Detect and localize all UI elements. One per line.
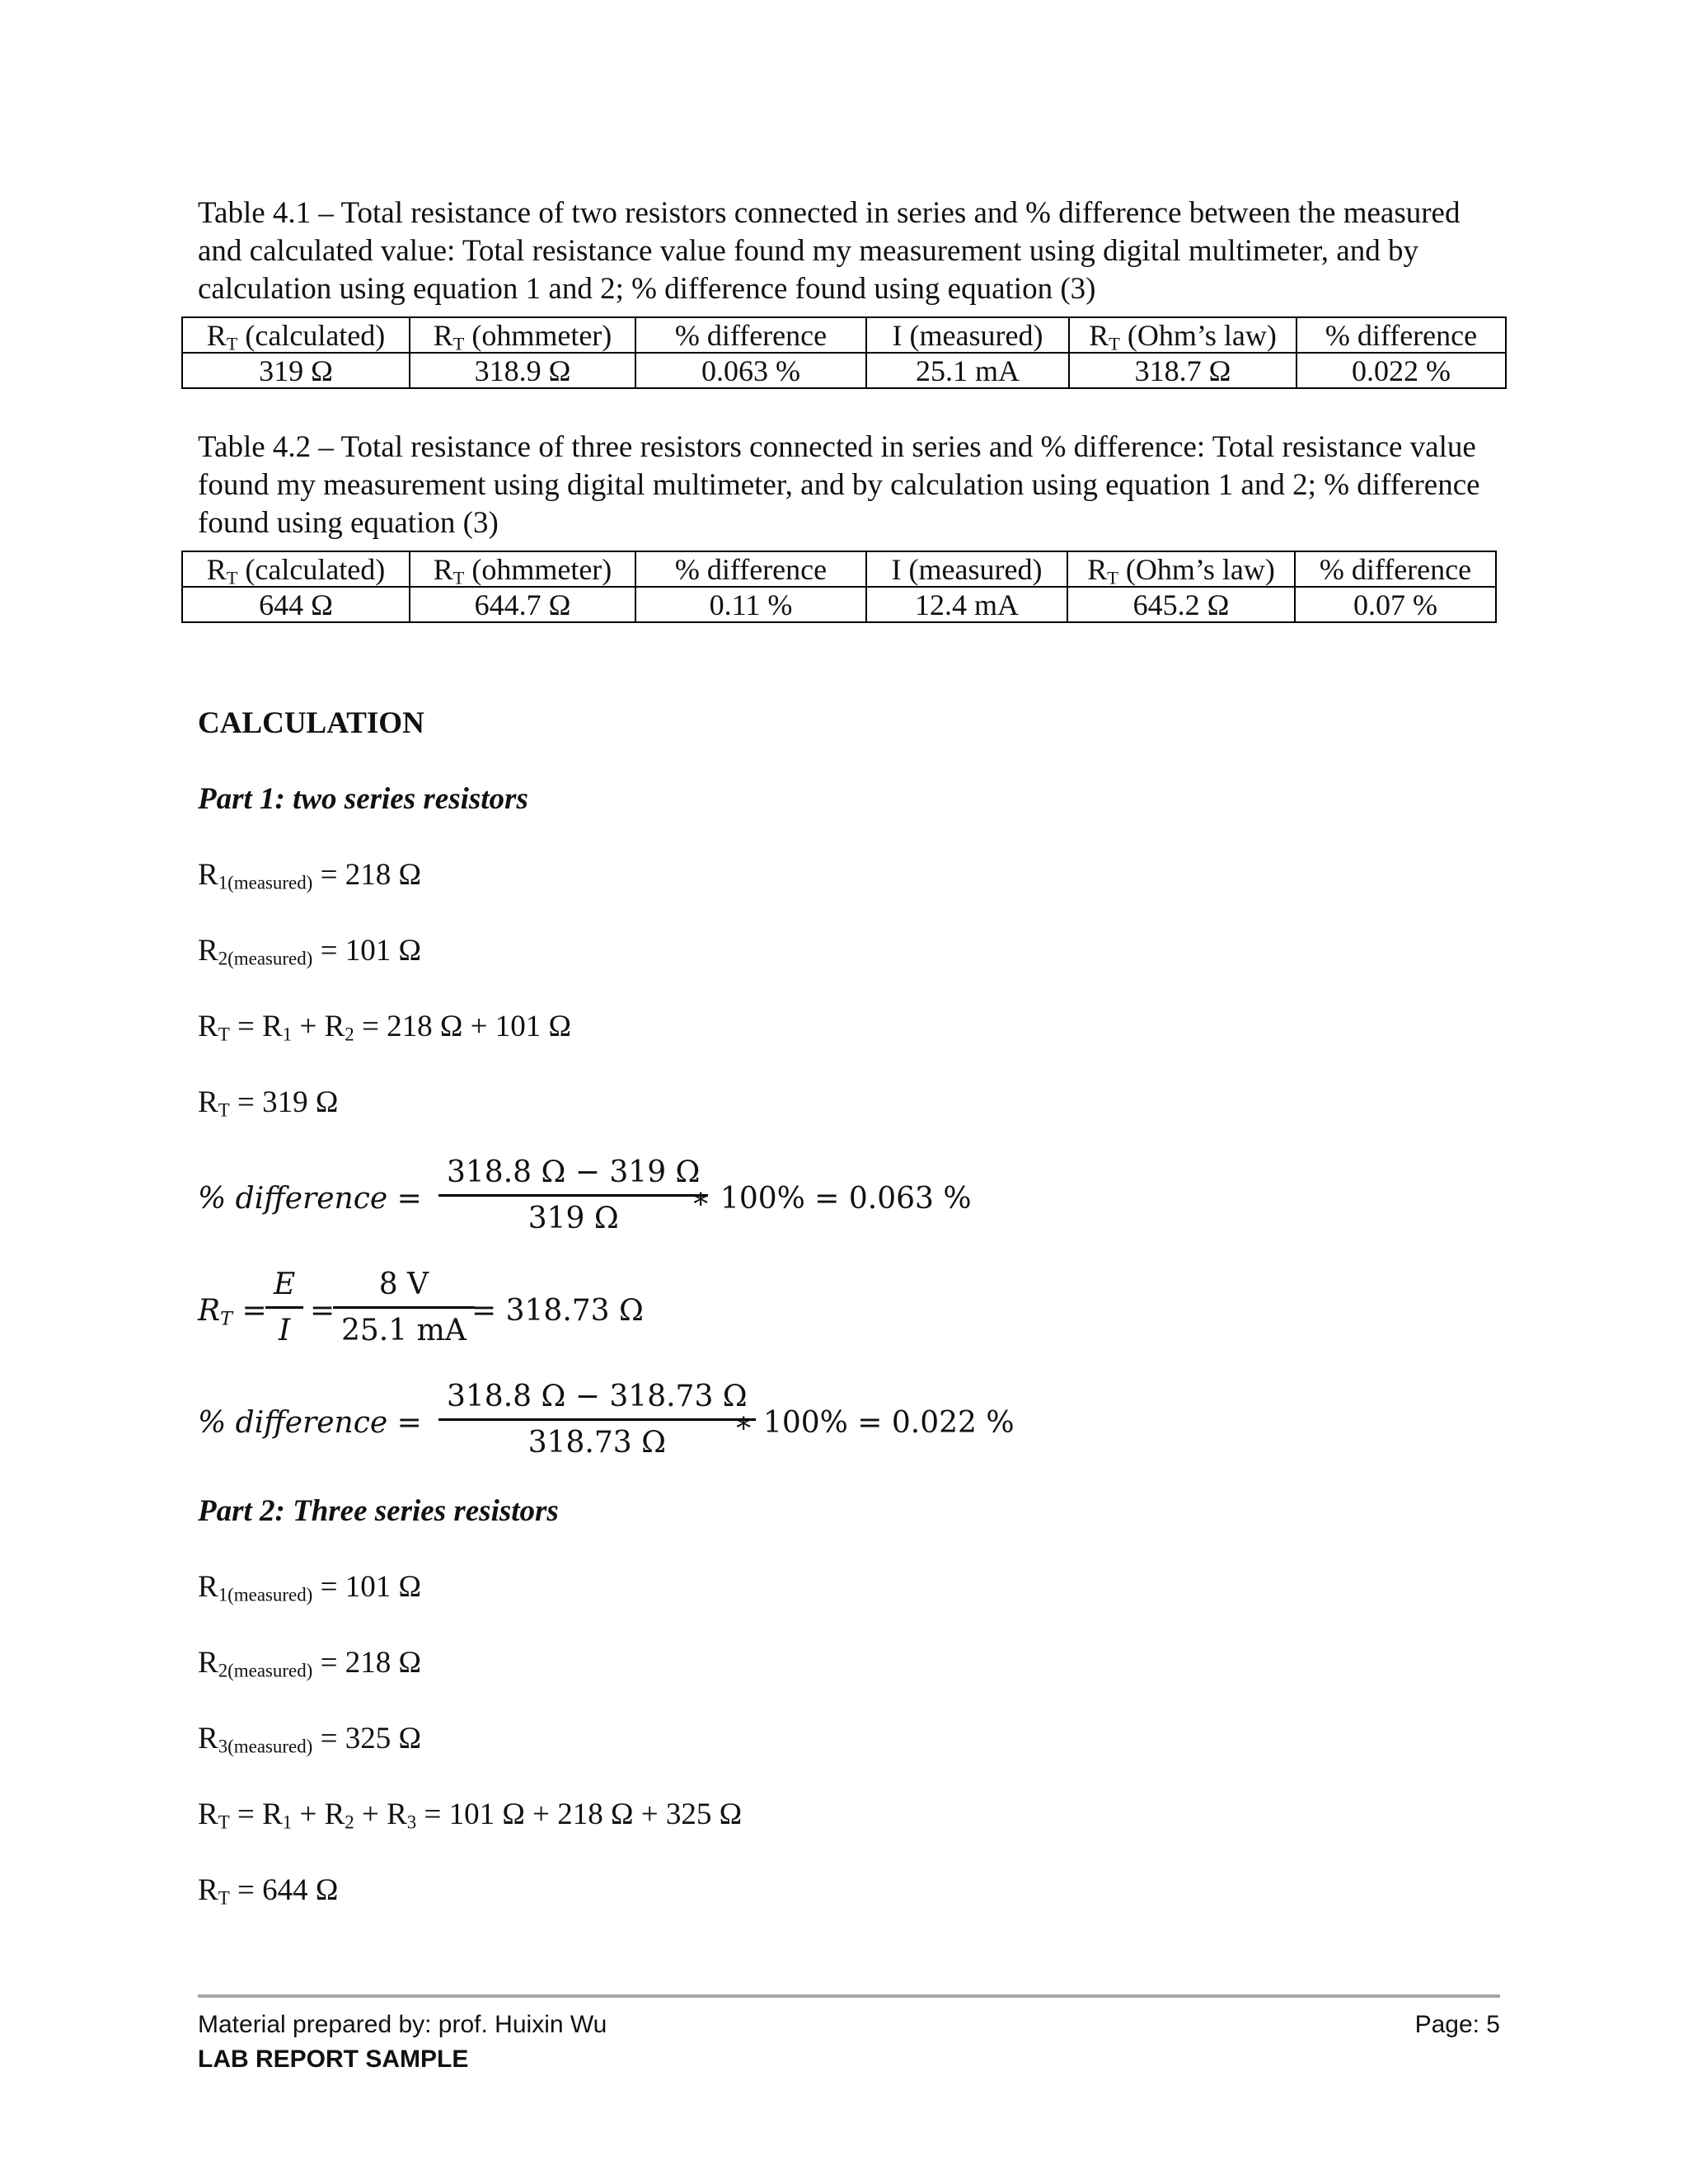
table1-caption: Table 4.1 – Total resistance of two resistors connected in series and % difference between the measured and calculated value: Total resistance value found my measurement using digital multimeter, and by calculation using equation 1 and 2; % difference found using equation (3) <box>198 196 1461 306</box>
footer-report-title: LAB REPORT SAMPLE <box>198 2046 469 2073</box>
diff1-fraction <box>438 1155 708 1235</box>
diff2-label: % difference = <box>198 1406 422 1440</box>
part2-r1-line: $R_{1(measured)} = 101$ Ω <box>198 1570 421 1605</box>
table1-header-cell: % difference <box>1296 317 1506 353</box>
table1-cell: 319 Ω <box>182 353 410 388</box>
calculation-heading: CALCULATION <box>198 706 424 740</box>
table1-cell: 318.9 Ω <box>410 353 635 388</box>
table2-cell: 644 Ω <box>182 587 410 622</box>
diff2-numerator: 318.8 Ω − 318.73 Ω <box>447 1380 748 1413</box>
part1-sum-line: $R_T = R_1 + R_2 = 218$ Ω + 101 Ω <box>198 1010 571 1045</box>
part2-r3-line: $R_{3(measured)} = 325$ Ω <box>198 1722 421 1757</box>
table1-header-cell: $R_T$ (calculated) <box>182 317 410 353</box>
part2-r2-line: $R_{2(measured)} = 218$ Ω <box>198 1646 421 1681</box>
ohm-fraction-symbolic: $\frac{E}{I}$ <box>265 1268 303 1347</box>
table2-cell: 644.7 Ω <box>410 587 635 622</box>
diff1-denominator: 319 Ω <box>438 1194 708 1235</box>
ohm-rt-label: $R_T$ = <box>198 1294 267 1330</box>
diff1-result: ∗ 100% = 0.063 % <box>691 1182 972 1216</box>
table2-cell: 0.07 % <box>1295 587 1496 622</box>
ohm-result: = 318.73 Ω <box>471 1294 644 1328</box>
part1-r1-line: $R_{1(measured)} = 218$ Ω <box>198 858 421 893</box>
ohm-fraction-numeric: $\frac{8 V}{25.1 mA}$ <box>333 1268 475 1347</box>
table2-value-row <box>182 587 1496 622</box>
table2-cell: 0.11 % <box>635 587 866 622</box>
part2-sum-line: $R_T = R_1 + R_2 + R_3 = 101$ Ω + 218 Ω + 325 Ω <box>198 1797 743 1833</box>
table1-cell: 0.022 % <box>1296 353 1506 388</box>
table1-header-row <box>182 317 1506 353</box>
table2-header-row <box>182 551 1496 587</box>
table2-caption: Table 4.2 – Total resistance of three resistors connected in series and % difference: Total resistance value found my measurement using digital multimeter, and by calculation using equation 1 and 2; % difference found using equation (3) <box>198 430 1480 540</box>
table2-header-cell: I (measured) <box>866 551 1067 587</box>
table1-header-cell: % difference <box>635 317 866 353</box>
table2-header-cell: $R_T$ (Ohm’s law) <box>1067 551 1295 587</box>
diff1-label: % difference = <box>198 1182 422 1216</box>
diff2-denominator: 318.73 Ω <box>438 1418 756 1460</box>
part1-r2-line: $R_{2(measured)} = 101$ Ω <box>198 934 421 969</box>
table2-cell: 12.4 mA <box>866 587 1067 622</box>
table2 <box>181 551 1497 623</box>
table1-value-row <box>182 353 1506 388</box>
ohm-equals: = <box>310 1294 335 1328</box>
footer-prepared-by: Material prepared by: prof. Huixin Wu <box>198 2011 607 2038</box>
table2-header-cell: $R_T$ (ohmmeter) <box>410 551 635 587</box>
table1 <box>181 316 1507 389</box>
part1-title: Part 1: two series resistors <box>198 782 528 816</box>
table1-cell: 0.063 % <box>635 353 866 388</box>
table2-cell: 645.2 Ω <box>1067 587 1295 622</box>
diff1-numerator: 318.8 Ω − 319 Ω <box>447 1155 701 1189</box>
footer-divider <box>198 1994 1500 1998</box>
table1-header-cell: I (measured) <box>866 317 1069 353</box>
part1-rt-line: $R_T = 319$ Ω <box>198 1085 339 1121</box>
table1-cell: 318.7 Ω <box>1069 353 1296 388</box>
table1-cell: 25.1 mA <box>866 353 1069 388</box>
part2-rt-line: $R_T = 644$ Ω <box>198 1873 339 1909</box>
table1-header-cell: $R_T$ (ohmmeter) <box>410 317 635 353</box>
diff2-fraction <box>438 1380 756 1460</box>
part2-title: Part 2: Three series resistors <box>198 1494 559 1528</box>
diff2-result: ∗ 100% = 0.022 % <box>734 1406 1015 1440</box>
table2-header-cell: % difference <box>635 551 866 587</box>
footer-page-number: Page: 5 <box>1414 2011 1500 2038</box>
table2-header-cell: $R_T$ (calculated) <box>182 551 410 587</box>
table1-header-cell: $R_T$ (Ohm’s law) <box>1069 317 1296 353</box>
table2-header-cell: % difference <box>1295 551 1496 587</box>
